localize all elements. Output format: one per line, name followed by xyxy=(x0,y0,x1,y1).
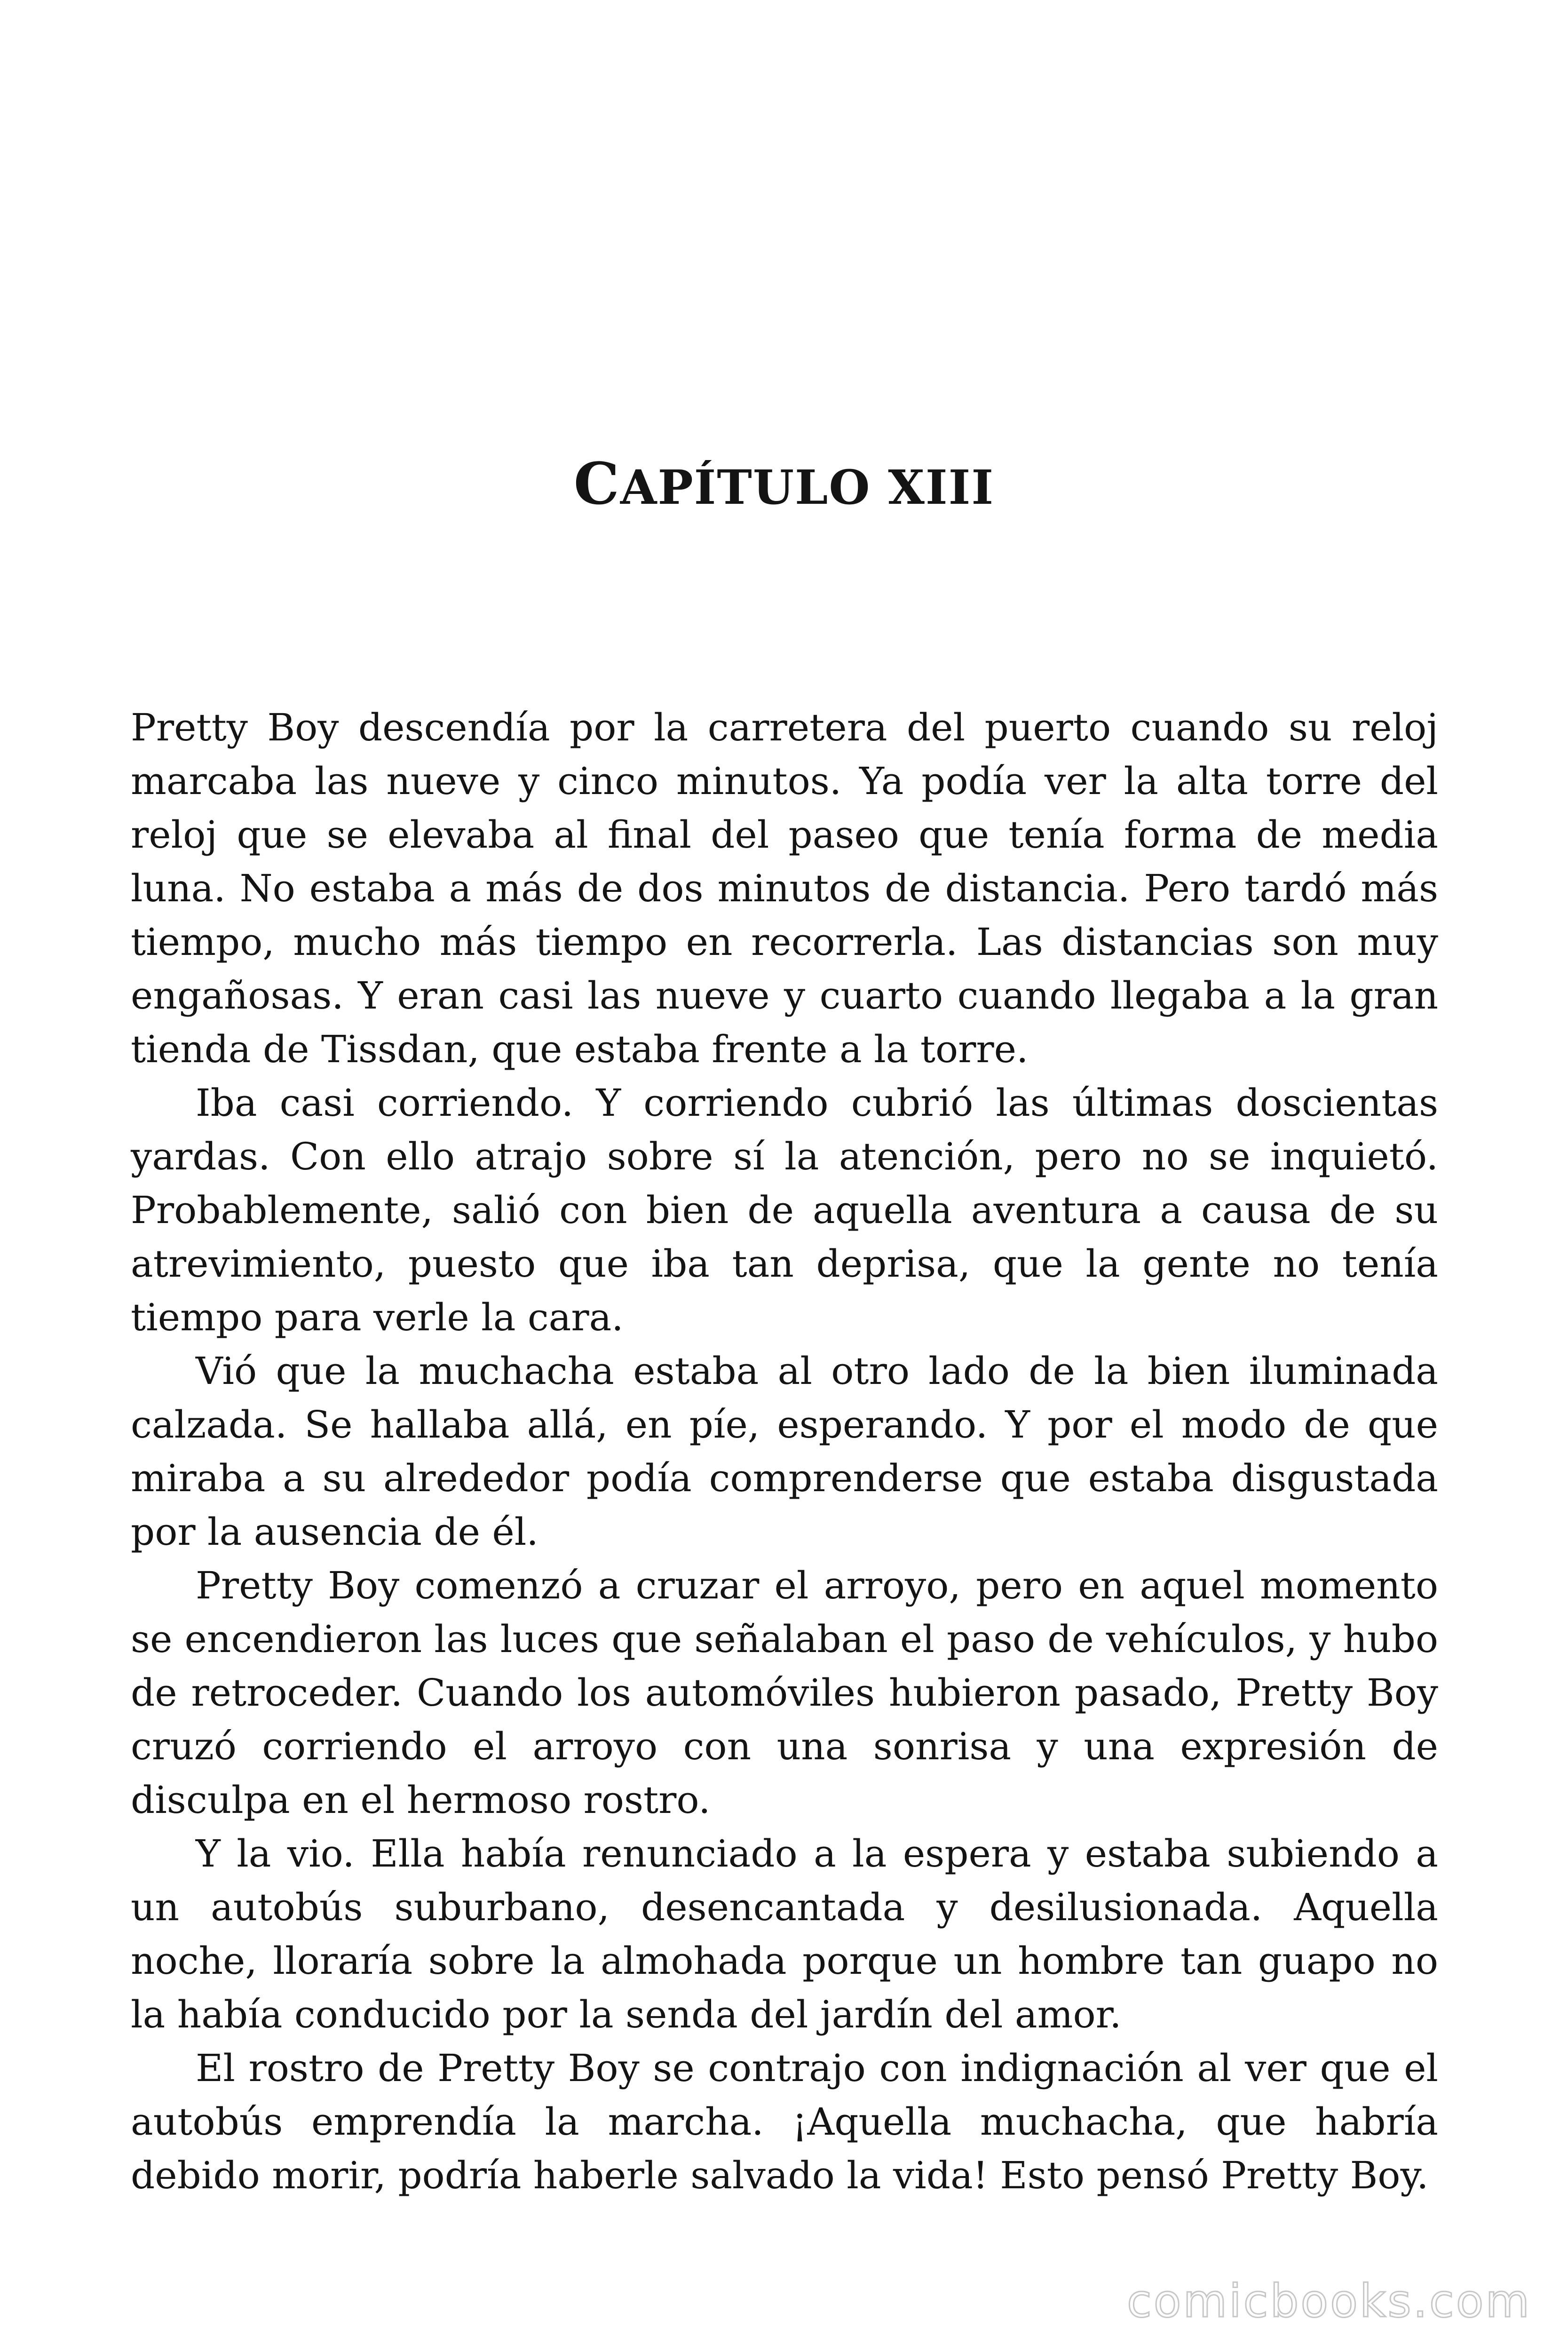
chapter-body xyxy=(131,701,1438,2202)
paragraph-3: Vió que la muchacha estaba al otro lado de la bien iluminada calzada. Se hallaba allá, en píe, esperando. Y por el modo de que miraba a su alrededor podía comprenderse que estaba disgustada por la ausencia de él. xyxy=(131,1349,1438,1554)
paragraph-6: El rostro de Pretty Boy se contrajo con indignación al ver que el autobús emprendía la marcha. ¡Aquella muchacha, que habría debido morir, podría haberle salvado la vida! Esto pensó Pretty Boy. xyxy=(131,2046,1438,2197)
chapter-title-rest: APÍTULO XIII xyxy=(620,460,995,515)
paragraph-5: Y la vio. Ella había renunciado a la espera y estaba subiendo a un autobús suburbano, desencantada y desilusionada. Aquella noche, lloraría sobre la almohada porque un hombre tan guapo no la había conducido por la senda del jardín del amor. xyxy=(131,1832,1438,2036)
chapter-title-initial: C xyxy=(573,450,620,517)
paragraph-2: Iba casi corriendo. Y corriendo cubrió las últimas doscientas yardas. Con ello atrajo sobre sí la atención, pero no se inquietó. Probablemente, salió con bien de aquella aventura a causa de su atrevimiento, puesto que iba tan deprisa, que la gente no tenía tiempo para verle la cara. xyxy=(131,1081,1438,1339)
chapter-title xyxy=(0,449,1568,518)
paragraph-1: Pretty Boy descendía por la carretera del puerto cuando su reloj marcaba las nueve y cinco minutos. Ya podía ver la alta torre del reloj que se elevaba al final del paseo que tenía forma de media luna. No estaba a más de dos minutos de distancia. Pero tardó más tiempo, mucho más tiempo en recorrerla. Las distancias son muy engañosas. Y eran casi las nueve y cuarto cuando llegaba a la gran tienda de Tissdan, que estaba frente a la torre. xyxy=(131,706,1438,1071)
paragraph-4: Pretty Boy comenzó a cruzar el arroyo, pero en aquel momento se encendieron las luces que señalaban el paso de vehículos, y hubo de retroceder. Cuando los automóviles hubieron pasado, Pretty Boy cruzó corriendo el arroyo con una sonrisa y una expresión de disculpa en el hermoso rostro. xyxy=(131,1564,1438,1822)
watermark: comicbooks.com xyxy=(1126,2275,1531,2328)
